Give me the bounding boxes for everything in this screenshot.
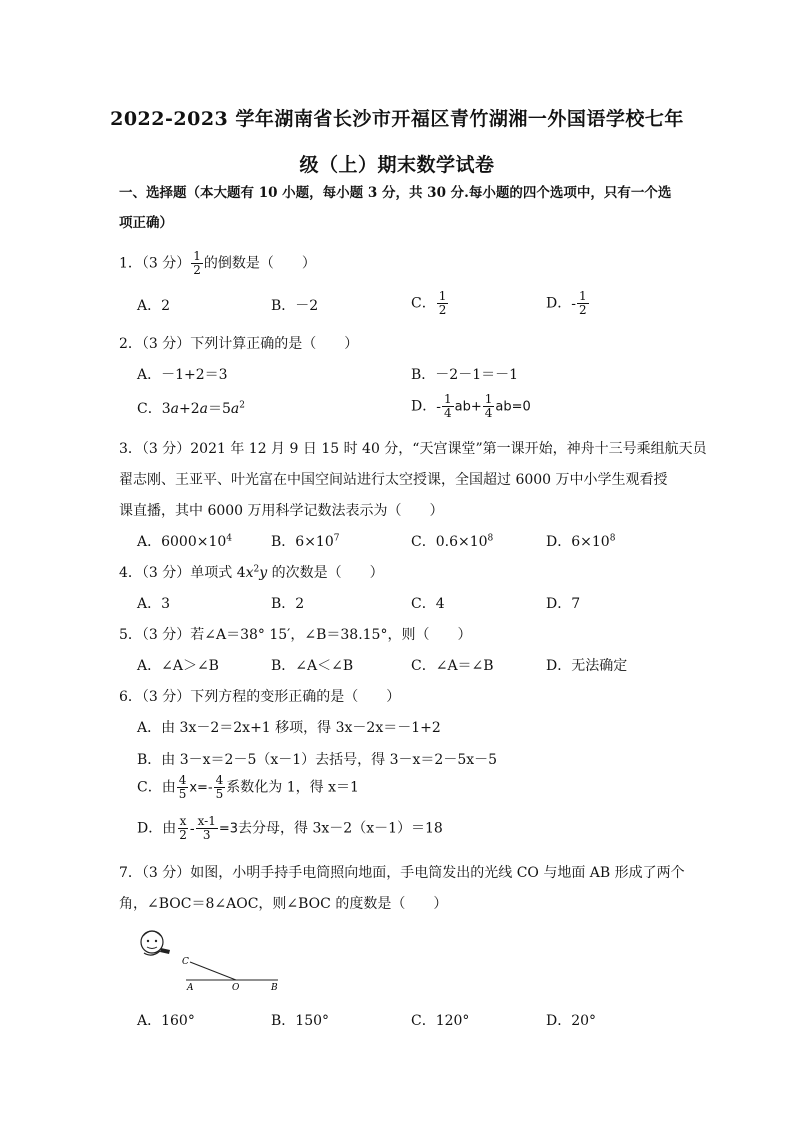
q5-option-b: B．∠A＜∠B [271,658,354,674]
q2-c-var2: a [199,401,208,417]
question-3-line2: 翟志刚、王亚平、叶光富在中国空间站进行太空授课，全国超过 6000 万中小学生观看授 [119,472,668,488]
q2-d-fraction1 [442,393,454,420]
q2-option-a: A．－1+2＝3 [137,367,228,383]
q3-option-b [271,531,339,551]
q6-c-fraction1 [177,774,189,801]
q6-option-c [137,774,359,801]
q1-option-d [546,290,590,317]
flashlight-icon [160,948,170,954]
label-a: A [187,983,194,993]
q6-d-mid: =3 [218,821,239,837]
q4-option-b: B．2 [271,596,305,612]
q4-option-d: D．7 [546,596,581,612]
q2-option-d [411,393,531,420]
exam-title-line2: 级（上）期末数学试卷 [299,154,495,176]
q2-c-label: C．3 [137,401,171,417]
flashlight-figure [128,920,288,995]
q6-d-minus: - [189,820,195,837]
q1-d-den: 2 [578,303,587,317]
q1-c-num: 1 [438,289,447,303]
section-heading [119,178,679,238]
q6-d-fraction1 [177,815,189,842]
q4-stem-pre: 4．（3 分）单项式 4 [119,565,246,581]
q6-c-den2: 5 [215,787,224,801]
q1-d-label: D． [546,295,572,312]
q6-c-num1: 4 [178,773,187,787]
question-6-stem: 6．（3 分）下列方程的变形正确的是（ ） [119,689,401,705]
q2-d-end: ab=0 [495,399,531,415]
q2-d-fraction2 [483,393,495,420]
q7-option-d: D．20° [546,1013,597,1029]
q1-suffix: 的倒数是（ ） [203,255,316,272]
q2-c-var3: a [230,401,240,417]
q2-d-den2: 4 [484,406,493,420]
section-heading-line1: 一、选择题（本大题有 10 小题，每小题 3 分，共 30 分.每小题的四个选项中，只有一个选 [119,185,672,201]
q1-c-label: C． [411,295,436,312]
q1-option-b: B．－2 [271,298,319,314]
q1-frac-num: 1 [193,249,201,263]
q3-b-text: B．6×10 [271,534,334,550]
q3-a-text: A．6000×10 [137,534,227,550]
ray-co [190,962,236,980]
q6-c-post: 系数化为 1，得 x＝1 [226,779,359,796]
q7-option-a: A．160° [137,1013,195,1029]
q6-d-num1: x [179,814,187,828]
q6-d-pre: D．由 [137,820,177,837]
q1-d-fraction [577,290,589,317]
q7-option-c: C．120° [411,1013,470,1029]
q6-c-num2: 4 [215,773,224,787]
q6-option-a: A．由 3x－2＝2x+1 移项，得 3x－2x＝－1+2 [137,720,441,736]
q4-var-x: x [245,565,254,581]
label-o: O [232,983,240,993]
q6-d-num2: x-1 [197,814,216,828]
q2-c-var1: a [170,401,179,417]
q2-d-mid: ab+ [454,399,482,415]
q2-c-exponent: 2 [239,400,245,411]
question-1-stem [119,250,316,277]
q2-option-b: B．－2－1＝－1 [411,367,519,383]
q2-d-den1: 4 [443,406,452,420]
question-4-stem [119,562,384,582]
q1-option-c [411,290,449,317]
q3-d-text: D．6×10 [546,534,610,550]
q2-d-label: D． [411,398,437,415]
q6-d-fraction2 [196,815,218,842]
q3-option-d [546,531,615,551]
q4-option-c: C．4 [411,596,445,612]
q4-exponent: 2 [253,564,260,575]
question-3-line3: 课直播，其中 6000 万用科学记数法表示为（ ） [119,503,444,519]
q1-option-a: A．2 [137,298,171,314]
q2-d-num2: 1 [484,392,493,406]
q7-option-b: B．150° [271,1013,330,1029]
question-7-line2: 角，∠BOC＝8∠AOC，则∠BOC 的度数是（ ） [119,896,448,912]
label-b: B [271,983,278,993]
q4-stem-post: 的次数是（ ） [267,565,384,581]
section-heading-line2: 项正确） [119,215,173,231]
q6-c-mid: x=- [189,780,213,796]
q1-fraction [191,250,203,277]
question-3-line1: 3．（3 分）2021 年 12 月 9 日 15 时 40 分，“天宫课堂”第一课开始，神舟十三号乘组航天员 [119,441,707,457]
q6-d-post: 去分母，得 3x－2（x－1）＝18 [238,820,443,837]
q3-d-exponent: 8 [609,533,616,544]
q1-c-den: 2 [438,303,447,317]
q5-option-a: A．∠A＞∠B [137,658,219,674]
q6-option-b: B．由 3－x＝2－5（x－1）去括号，得 3－x＝2－5x－5 [137,752,498,768]
q1-d-num: 1 [578,289,587,303]
question-5-stem: 5．（3 分）若∠A＝38° 15′，∠B＝38.15°，则（ ） [119,627,472,643]
q3-b-exponent: 7 [333,533,340,544]
label-c: C [182,957,189,967]
q1-frac-den: 2 [193,263,201,277]
q2-d-num1: 1 [443,392,452,406]
person-hair-icon [143,931,161,936]
q5-option-d: D．无法确定 [546,658,628,674]
q6-option-d [137,815,443,842]
q2-option-c [137,398,245,418]
q6-c-pre: C．由 [137,779,176,796]
question-7-line1: 7．（3 分）如图，小明手持手电筒照向地面，手电筒发出的光线 CO 与地面 AB 形成了两个 [119,865,685,881]
q3-a-exponent: 4 [226,533,233,544]
q3-c-text: C．0.6×10 [411,534,488,550]
q3-option-c [411,531,493,551]
q3-c-exponent: 8 [487,533,494,544]
q4-var-y: y [259,565,268,581]
exam-title-line1: 2022-2023 学年湖南省长沙市开福区青竹湖湘一外国语学校七年 [110,108,684,130]
q2-c-plus: +2 [178,401,200,417]
q3-option-a [137,531,232,551]
q1-prefix: 1．（3 分） [119,255,191,272]
q1-c-fraction [437,290,449,317]
q5-option-c: C．∠A＝∠B [411,658,494,674]
q2-c-eq: ＝5 [207,401,231,417]
q6-d-den1: 2 [179,828,187,842]
q6-c-fraction2 [214,774,226,801]
q6-d-den2: 3 [202,828,211,842]
q1-d-sign: - [571,295,576,312]
q6-c-den1: 5 [178,787,187,801]
q2-d-sign: - [436,398,441,415]
question-2-stem: 2．（3 分）下列计算正确的是（ ） [119,336,359,352]
q4-option-a: A．3 [137,596,171,612]
